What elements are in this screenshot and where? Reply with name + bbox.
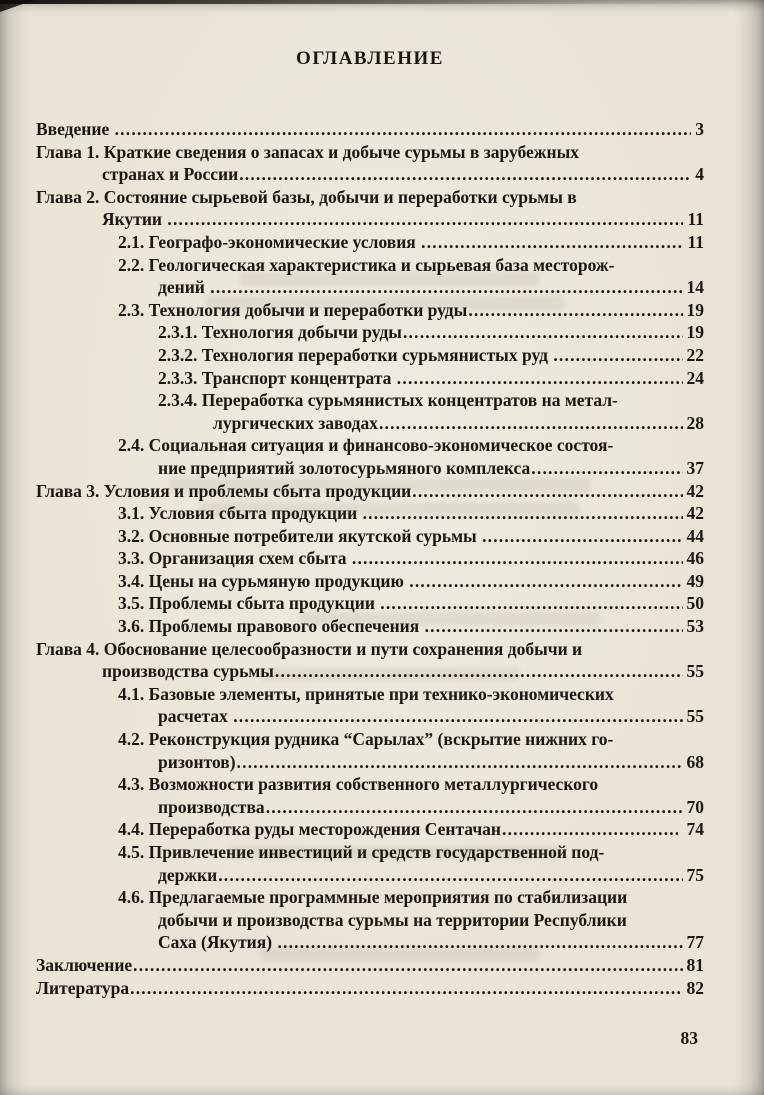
dot-leader	[115, 118, 692, 141]
toc-line	[118, 299, 704, 322]
toc-entry	[36, 886, 704, 954]
dot-leader	[239, 163, 691, 186]
toc-line	[158, 864, 704, 887]
toc-page-number: 75	[686, 864, 704, 885]
toc-entry	[36, 592, 704, 615]
dot-leader	[380, 592, 682, 615]
toc-line	[158, 705, 704, 728]
toc-entry	[36, 344, 704, 367]
dot-leader	[397, 367, 683, 390]
toc-list	[36, 118, 704, 999]
toc-entry	[36, 525, 704, 548]
toc-line	[213, 412, 704, 435]
toc-page-number: 11	[687, 209, 704, 230]
toc-entry-text: 3.1. Условия сбыта продукции	[118, 503, 362, 524]
toc-entry-text: 2.3.3. Транспорт концентрата	[158, 367, 396, 388]
toc-entry-text: Литература	[36, 977, 130, 998]
toc-entry-text: 2.3.1. Технология добычи руды	[158, 322, 402, 343]
toc-entry-text: Глава 1. Краткие сведения о запасах и добыче сурьмы в зарубежных	[36, 141, 579, 162]
toc-page-number: 55	[686, 661, 704, 682]
toc-entry	[36, 321, 704, 344]
toc-line	[158, 751, 704, 774]
toc-line	[36, 954, 704, 977]
toc-page-number: 44	[686, 525, 704, 546]
dot-leader	[403, 321, 683, 344]
toc-line	[158, 367, 704, 390]
toc-entry-text: 4.6. Предлагаемые программные мероприятия по стабилизации	[118, 887, 628, 908]
dot-leader	[409, 570, 682, 593]
dot-leader	[210, 276, 682, 299]
toc-entry-text: 3.6. Проблемы правового обеспечения	[118, 616, 424, 637]
page-content	[36, 0, 704, 999]
dot-leader	[531, 457, 682, 480]
toc-entry-text: расчетах	[158, 706, 233, 727]
toc-entry	[36, 502, 704, 525]
toc-line	[118, 525, 704, 548]
toc-page-number: 28	[686, 412, 704, 433]
toc-entry	[36, 615, 704, 638]
toc-line	[36, 186, 704, 209]
toc-entry	[36, 818, 704, 841]
toc-entry	[36, 434, 704, 479]
toc-entry-text: Глава 4. Обоснование целесообразности и пути сохранения добычи и	[36, 638, 583, 659]
toc-entry-text: Саха (Якутия)	[158, 932, 277, 953]
toc-line	[118, 773, 704, 796]
toc-page-number: 77	[686, 932, 704, 953]
toc-entry-text: 3.5. Проблемы сбыта продукции	[118, 593, 380, 614]
dot-leader	[352, 547, 683, 570]
toc-line	[118, 592, 704, 615]
toc-line	[118, 615, 704, 638]
toc-line	[36, 977, 704, 1000]
dot-leader	[218, 864, 682, 887]
toc-entry-text: 4.4. Переработка руды месторождения Сентачан	[118, 819, 502, 840]
toc-page-number: 4	[695, 164, 704, 185]
toc-entry-text: 2.1. Географо-экономические условия	[118, 231, 421, 252]
toc-entry	[36, 186, 704, 231]
toc-entry-text: Глава 3. Условия и проблемы сбыта продукции	[36, 480, 412, 501]
toc-entry	[36, 773, 704, 818]
toc-line	[102, 660, 704, 683]
toc-page-number: 14	[686, 277, 704, 298]
toc-entry-text: производства сурьмы	[102, 661, 274, 682]
toc-entry-text: ние предприятий золотосурьмяного комплекса	[158, 457, 531, 478]
toc-page-number: 37	[686, 457, 704, 478]
toc-line	[118, 231, 704, 254]
toc-entry-text: Заключение	[36, 954, 133, 975]
folio-page-number: 83	[680, 1028, 698, 1048]
toc-entry-text: 4.2. Реконструкция рудника “Сарылах” (вскрытие нижних го-	[118, 729, 614, 750]
toc-page-number: 46	[686, 548, 704, 569]
toc-page-number: 50	[686, 593, 704, 614]
toc-entry	[36, 480, 704, 503]
toc-entry-text: 2.3.4. Переработка сурьмянистых концентратов на метал-	[158, 390, 618, 411]
toc-entry-text: Введение	[36, 119, 114, 139]
toc-entry-text: 3.3. Организация схем сбыта	[118, 548, 351, 569]
dot-leader	[167, 208, 683, 231]
toc-entry-text: странах и России	[102, 164, 239, 185]
dot-leader	[363, 502, 683, 525]
toc-entry-text: 2.2. Геологическая характеристика и сырьевая база месторож-	[118, 254, 615, 275]
toc-page-number: 22	[686, 344, 704, 365]
toc-entry	[36, 841, 704, 886]
toc-line	[118, 547, 704, 570]
dot-leader	[502, 818, 678, 841]
dot-leader	[133, 954, 682, 977]
toc-entry	[36, 231, 704, 254]
dot-leader	[379, 412, 683, 435]
toc-page-number: 53	[686, 616, 704, 637]
toc-line	[158, 389, 704, 412]
toc-entry-text: Якутии	[102, 209, 167, 230]
toc-entry	[36, 547, 704, 570]
toc-page-number: 11	[687, 231, 704, 252]
toc-line	[118, 434, 704, 457]
toc-page-number: 55	[686, 706, 704, 727]
toc-entry-text: 4.1. Базовые элементы, принятые при технико-экономических	[118, 683, 614, 704]
toc-line	[158, 457, 704, 480]
toc-entry	[36, 683, 704, 728]
toc-page-number: 82	[686, 977, 704, 998]
toc-page-number: 68	[686, 751, 704, 772]
toc-line	[158, 796, 704, 819]
toc-page-number: 49	[686, 570, 704, 591]
toc-line	[158, 344, 704, 367]
toc-line	[118, 818, 704, 841]
toc-line	[118, 728, 704, 751]
toc-entry-text: 2.3.2. Технология переработки сурьмянистых руд	[158, 344, 553, 365]
toc-entry	[36, 141, 704, 186]
toc-entry-text: производства	[158, 796, 265, 817]
toc-entry	[36, 389, 704, 434]
toc-entry-text: 4.5. Привлечение инвестиций и средств государственной под-	[118, 842, 605, 862]
dot-leader	[233, 705, 682, 728]
toc-line	[158, 276, 704, 299]
toc-entry-text: Глава 2. Состояние сырьевой базы, добычи и переработки сурьмы в	[36, 186, 577, 207]
toc-page-number: 42	[686, 480, 704, 501]
dot-leader	[277, 931, 682, 954]
dot-leader	[421, 231, 683, 254]
toc-entry-text: 2.4. Социальная ситуация и финансово-экономическое состоя-	[118, 435, 614, 456]
toc-entry	[36, 638, 704, 683]
toc-entry	[36, 954, 704, 977]
toc-entry-text: ризонтов)	[158, 751, 236, 772]
toc-line	[36, 118, 704, 141]
dot-leader	[425, 615, 683, 638]
toc-page-number: 42	[686, 503, 704, 524]
toc-page-number: 70	[686, 796, 704, 817]
toc-line	[118, 570, 704, 593]
dot-leader	[468, 299, 682, 322]
toc-entry-text: 2.3. Технология добычи и переработки руды	[118, 299, 468, 320]
toc-entry	[36, 367, 704, 390]
page-title: ОГЛАВЛЕНИЕ	[296, 48, 444, 69]
toc-line	[102, 208, 704, 231]
dot-leader	[553, 344, 682, 367]
toc-page-number: 81	[686, 954, 704, 975]
toc-line	[102, 163, 704, 186]
toc-page-number: 19	[686, 299, 704, 320]
toc-line	[158, 909, 704, 932]
toc-line	[118, 886, 704, 909]
toc-line	[36, 638, 704, 661]
toc-entry-text: 3.4. Цены на сурьмяную продукцию	[118, 570, 409, 591]
toc-entry	[36, 977, 704, 1000]
toc-line	[158, 931, 704, 954]
toc-page-number: 19	[686, 322, 704, 343]
toc-entry	[36, 299, 704, 322]
toc-line	[36, 141, 704, 164]
dot-leader	[237, 751, 683, 774]
toc-line	[118, 254, 704, 277]
toc-entry-text: добычи и производства сурьмы на территории Республики	[158, 909, 627, 930]
toc-page-number: 3	[695, 119, 704, 139]
toc-line	[118, 502, 704, 525]
scan-corner-mark	[0, 0, 34, 12]
dot-leader	[412, 480, 682, 503]
toc-entry-text: 4.3. Возможности развития собственного металлургического	[118, 774, 599, 795]
dot-leader	[482, 525, 682, 548]
toc-line	[158, 321, 704, 344]
toc-entry-text: дений	[158, 277, 210, 298]
toc-entry-text: держки	[158, 864, 218, 885]
dot-leader	[275, 660, 683, 683]
toc-entry	[36, 728, 704, 773]
toc-line	[36, 480, 704, 503]
toc-entry	[36, 254, 704, 299]
toc-page-number: 24	[686, 367, 704, 388]
toc-entry-text: 3.2. Основные потребители якутской сурьмы	[118, 525, 482, 546]
toc-line	[118, 683, 704, 706]
toc-entry	[36, 118, 704, 141]
dot-leader	[130, 977, 682, 1000]
toc-line	[118, 841, 704, 864]
dot-leader	[266, 796, 683, 819]
toc-page-number: 74	[682, 819, 704, 840]
toc-entry	[36, 570, 704, 593]
toc-entry-text: лургических заводах	[213, 412, 378, 433]
